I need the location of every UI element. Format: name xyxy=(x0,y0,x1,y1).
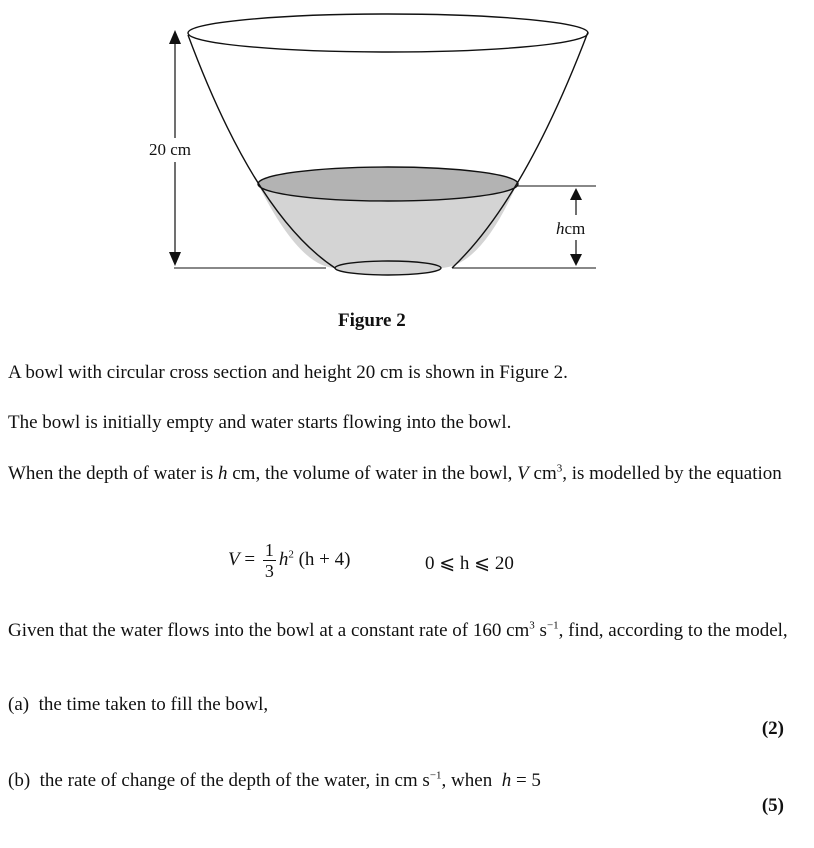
height-arrowhead-up xyxy=(169,30,181,44)
paragraph-initial: The bowl is initially empty and water starts flowing into the bowl. xyxy=(8,412,512,433)
part-b xyxy=(8,768,541,793)
p4-part2: s xyxy=(534,620,547,641)
part-a-label: (a) xyxy=(8,694,30,715)
p3-part2: cm, the volume of water in the bowl, xyxy=(227,463,518,484)
fraction-numerator: 1 xyxy=(264,540,274,560)
p3-var-V: V xyxy=(517,463,529,484)
part-a-text: the time taken to fill the bowl, xyxy=(38,694,269,715)
depth-label-var: h xyxy=(556,219,565,238)
fraction-denominator: 3 xyxy=(264,561,274,581)
bowl-figure xyxy=(0,0,814,300)
volume-equation xyxy=(228,540,350,581)
p3-part4: , is modelled by the equation xyxy=(562,463,782,484)
p3-part3: cm xyxy=(528,463,557,484)
part-b-text2: , when xyxy=(441,770,502,791)
p4-exp2: −1 xyxy=(546,619,559,632)
part-a xyxy=(8,692,268,717)
bowl-rim xyxy=(188,14,588,52)
figure-caption: Figure 2 xyxy=(338,310,406,331)
p3-part1: When the depth of water is xyxy=(8,463,218,484)
depth-label-unit: cm xyxy=(564,219,586,238)
bowl-base xyxy=(335,261,441,275)
p4-part1: Given that the water flows into the bowl at a constant rate of 160 cm xyxy=(8,620,530,641)
part-b-exp: −1 xyxy=(429,769,442,782)
equation-equals: = xyxy=(239,548,260,570)
paragraph-given xyxy=(8,618,788,643)
part-b-text1: the rate of change of the depth of the water, in cm s xyxy=(39,770,430,791)
part-b-label: (b) xyxy=(8,770,31,791)
height-label: 20 cm xyxy=(149,140,192,159)
part-b-var: h xyxy=(501,770,512,791)
p4-part3: , find, according to the model, xyxy=(558,620,788,641)
p3-exp: 3 xyxy=(556,462,563,475)
height-arrowhead-down xyxy=(169,252,181,266)
equation-power: 2 xyxy=(288,548,294,561)
paragraph-intro: A bowl with circular cross section and height 20 cm is shown in Figure 2. xyxy=(8,362,568,383)
equation-domain: 0 ⩽ h ⩽ 20 xyxy=(425,553,514,574)
water-surface xyxy=(258,167,518,201)
equation-var: h xyxy=(278,548,289,570)
depth-label xyxy=(556,219,585,239)
part-b-marks: (5) xyxy=(761,795,784,816)
equation-rest: (h + 4) xyxy=(293,548,351,570)
depth-arrowhead-up xyxy=(570,188,582,200)
paragraph-model xyxy=(8,461,788,486)
part-b-text3: = 5 xyxy=(511,770,541,791)
p4-exp1: 3 xyxy=(529,619,535,632)
equation-lhs: V xyxy=(228,548,240,570)
p3-var-h: h xyxy=(217,463,228,484)
equation-fraction xyxy=(263,540,276,581)
part-a-marks: (2) xyxy=(761,718,784,739)
depth-arrowhead-down xyxy=(570,254,582,266)
